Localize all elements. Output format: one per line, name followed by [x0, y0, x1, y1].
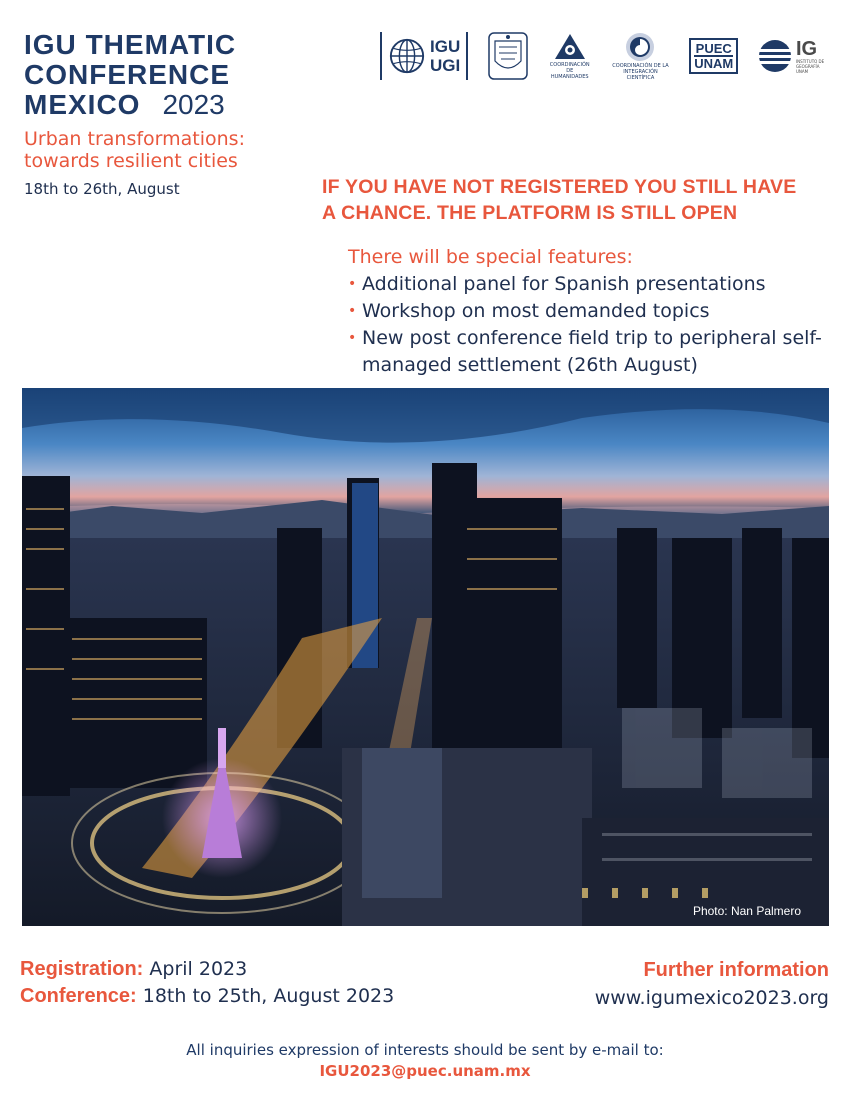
website-link[interactable]: www.igumexico2023.org [594, 987, 829, 1009]
feature-text: Additional panel for Spanish presentations [362, 273, 766, 295]
inquiries-note [0, 1040, 850, 1082]
headline-line-2: A CHANCE. THE PLATFORM IS STILL OPEN [322, 202, 738, 224]
coordinacion-integracion-logo [610, 31, 670, 81]
stripe-globe-icon [757, 38, 793, 74]
unam-seal-logo [487, 31, 529, 81]
headline-line-1: IF YOU HAVE NOT REGISTERED YOU STILL HAVE [322, 176, 797, 198]
inquiries-text: All inquiries expression of interests should be sent by e-mail to: [186, 1041, 664, 1059]
bullet-icon: • [348, 303, 357, 319]
puec-unam-logo [689, 38, 738, 74]
photo-credit: Photo: Nan Palmero [692, 904, 801, 918]
registration-headline [322, 174, 832, 226]
email-link[interactable]: IGU2023@puec.unam.mx [319, 1062, 531, 1080]
ig-logo-text: IG [795, 37, 818, 60]
igu-logo-line-2: UGI [430, 56, 461, 75]
feature-text: New post conference field trip to peripheral self-managed settlement (26th August) [362, 327, 822, 376]
conference-dates: 18th to 26th, August [24, 180, 180, 198]
further-information [595, 956, 829, 1012]
title-mexico: MEXICO [24, 89, 141, 120]
bullet-icon: • [348, 276, 357, 292]
bullet-icon: • [348, 330, 357, 346]
spiral-icon [624, 31, 656, 63]
list-item [348, 298, 828, 325]
schedule-info [20, 956, 394, 1010]
list-item [348, 325, 828, 379]
conference-value: 18th to 25th, August 2023 [142, 985, 395, 1007]
humanidades-icon [553, 32, 587, 62]
coordinacion-integracion-caption: COORDINACIÓN DE LA INTEGRACIÓN CIENTÍFICA [612, 63, 669, 81]
globe-icon [388, 37, 426, 75]
conference-subtitle [24, 128, 245, 172]
feature-text: Workshop on most demanded topics [362, 300, 710, 322]
title-igu: IGU [24, 29, 77, 60]
special-features [348, 244, 828, 379]
further-info-label: Further information [643, 959, 829, 981]
title-conference: CONFERENCE [24, 59, 231, 90]
city-skyline-image [22, 388, 829, 926]
puec-logo-line-1: PUEC [695, 41, 732, 56]
conference-label: Conference: [20, 985, 137, 1007]
ig-logo-subtext: INSTITUTO DE GEOGRAFÍA UNAM [795, 58, 825, 74]
subtitle-line-2: towards resilient cities [24, 150, 238, 172]
title-thematic: THEMATIC [85, 29, 237, 60]
registration-label: Registration: [20, 958, 144, 980]
features-lead: There will be special features: [348, 246, 633, 268]
coordinacion-humanidades-caption: COORDINACIÓN DE HUMANIDADES [549, 62, 590, 80]
puec-logo-line-2: UNAM [694, 56, 734, 71]
city-photo [22, 388, 829, 926]
unam-seal-icon [487, 31, 529, 81]
subtitle-line-1: Urban transformations: [24, 128, 245, 150]
igu-logo-line-1: IGU [430, 37, 461, 56]
list-item [348, 271, 828, 298]
registration-value: April 2023 [149, 958, 248, 980]
title-year: 2023 [162, 89, 225, 120]
coordinacion-humanidades-logo [548, 32, 592, 80]
features-list [348, 271, 828, 379]
igu-logo [380, 32, 468, 80]
conference-title [24, 30, 236, 120]
instituto-geografia-logo [757, 38, 830, 74]
sponsor-logos [380, 30, 830, 82]
